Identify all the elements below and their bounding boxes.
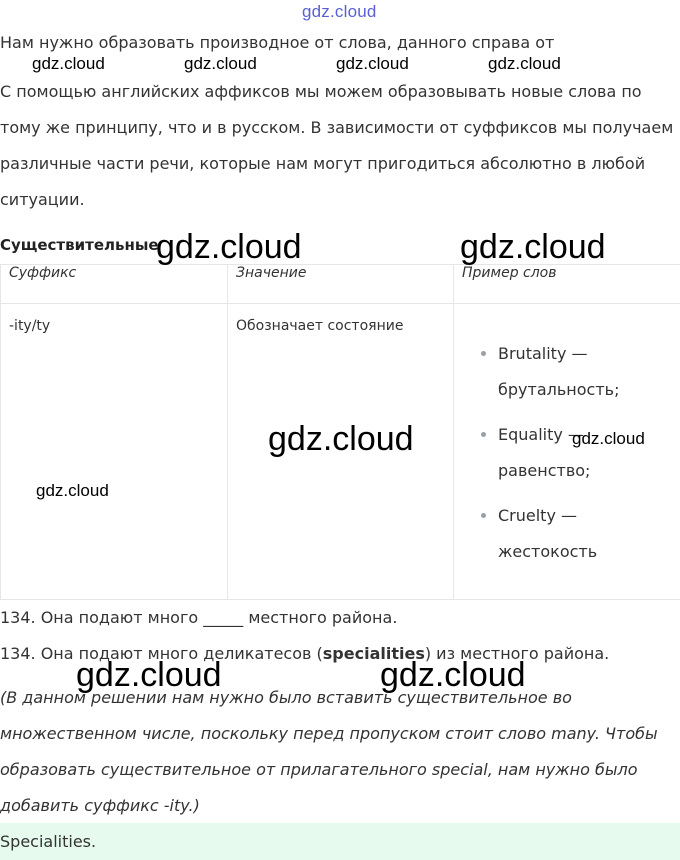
watermark: gdz.cloud xyxy=(32,54,105,73)
list-item: • Cruelty — жестокость xyxy=(498,498,672,570)
list-item: • Brutality — брутальность; xyxy=(498,336,672,408)
examples-cell xyxy=(454,304,680,600)
answer-word: specialities xyxy=(322,644,425,663)
watermark: gdz.cloud xyxy=(460,228,606,266)
top-watermark: gdz.cloud xyxy=(302,2,377,21)
watermark: gdz.cloud xyxy=(268,420,414,458)
watermark: gdz.cloud xyxy=(336,54,409,73)
watermark: gdz.cloud xyxy=(572,429,645,448)
task-question: 134. Она подают много _____ местного района. xyxy=(0,608,398,627)
final-answer: Specialities. xyxy=(0,832,97,851)
table-header-row xyxy=(1,265,680,304)
suffix-cell: -ity/ty xyxy=(1,304,228,600)
watermark: gdz.cloud xyxy=(380,656,526,694)
table-header-cell: Пример слов xyxy=(454,265,680,304)
final-answer-box xyxy=(0,823,680,860)
table-header-cell: Суффикс xyxy=(1,265,228,304)
answer-prefix: 134. Она подают много деликатесов ( xyxy=(0,644,323,663)
watermark: gdz.cloud xyxy=(488,54,561,73)
watermark: gdz.cloud xyxy=(156,228,302,266)
intro-paragraph: С помощью английских аффиксов мы можем образовывать новые слова по тому же принципу, что и в русском. В зависимости от суффиксов мы получаем различные части речи, которые нам могут пригодиться абсолютно в любой ситуации. xyxy=(0,82,674,209)
watermark: gdz.cloud xyxy=(184,54,257,73)
intro-line: Нам нужно образовать производное от слова, данного справа от xyxy=(0,33,555,52)
watermark: gdz.cloud xyxy=(76,656,222,694)
watermark: gdz.cloud xyxy=(36,481,109,500)
explanation: (В данном решении нам нужно было вставить существительное во множественном числе, поскольку перед пропуском стоит слово many. Чтобы образовать существительное от прилагательного special, нам нужно было добавить суффикс -ity.) xyxy=(0,688,658,815)
table-header-cell: Значение xyxy=(228,265,454,304)
list-item: • Equality — равенство; xyxy=(498,417,672,489)
answer-suffix: ) из местного района. xyxy=(424,644,610,663)
meaning-cell: Обозначает состояние xyxy=(228,304,454,600)
examples-list xyxy=(462,336,672,570)
section-heading: Существительные xyxy=(0,236,159,254)
